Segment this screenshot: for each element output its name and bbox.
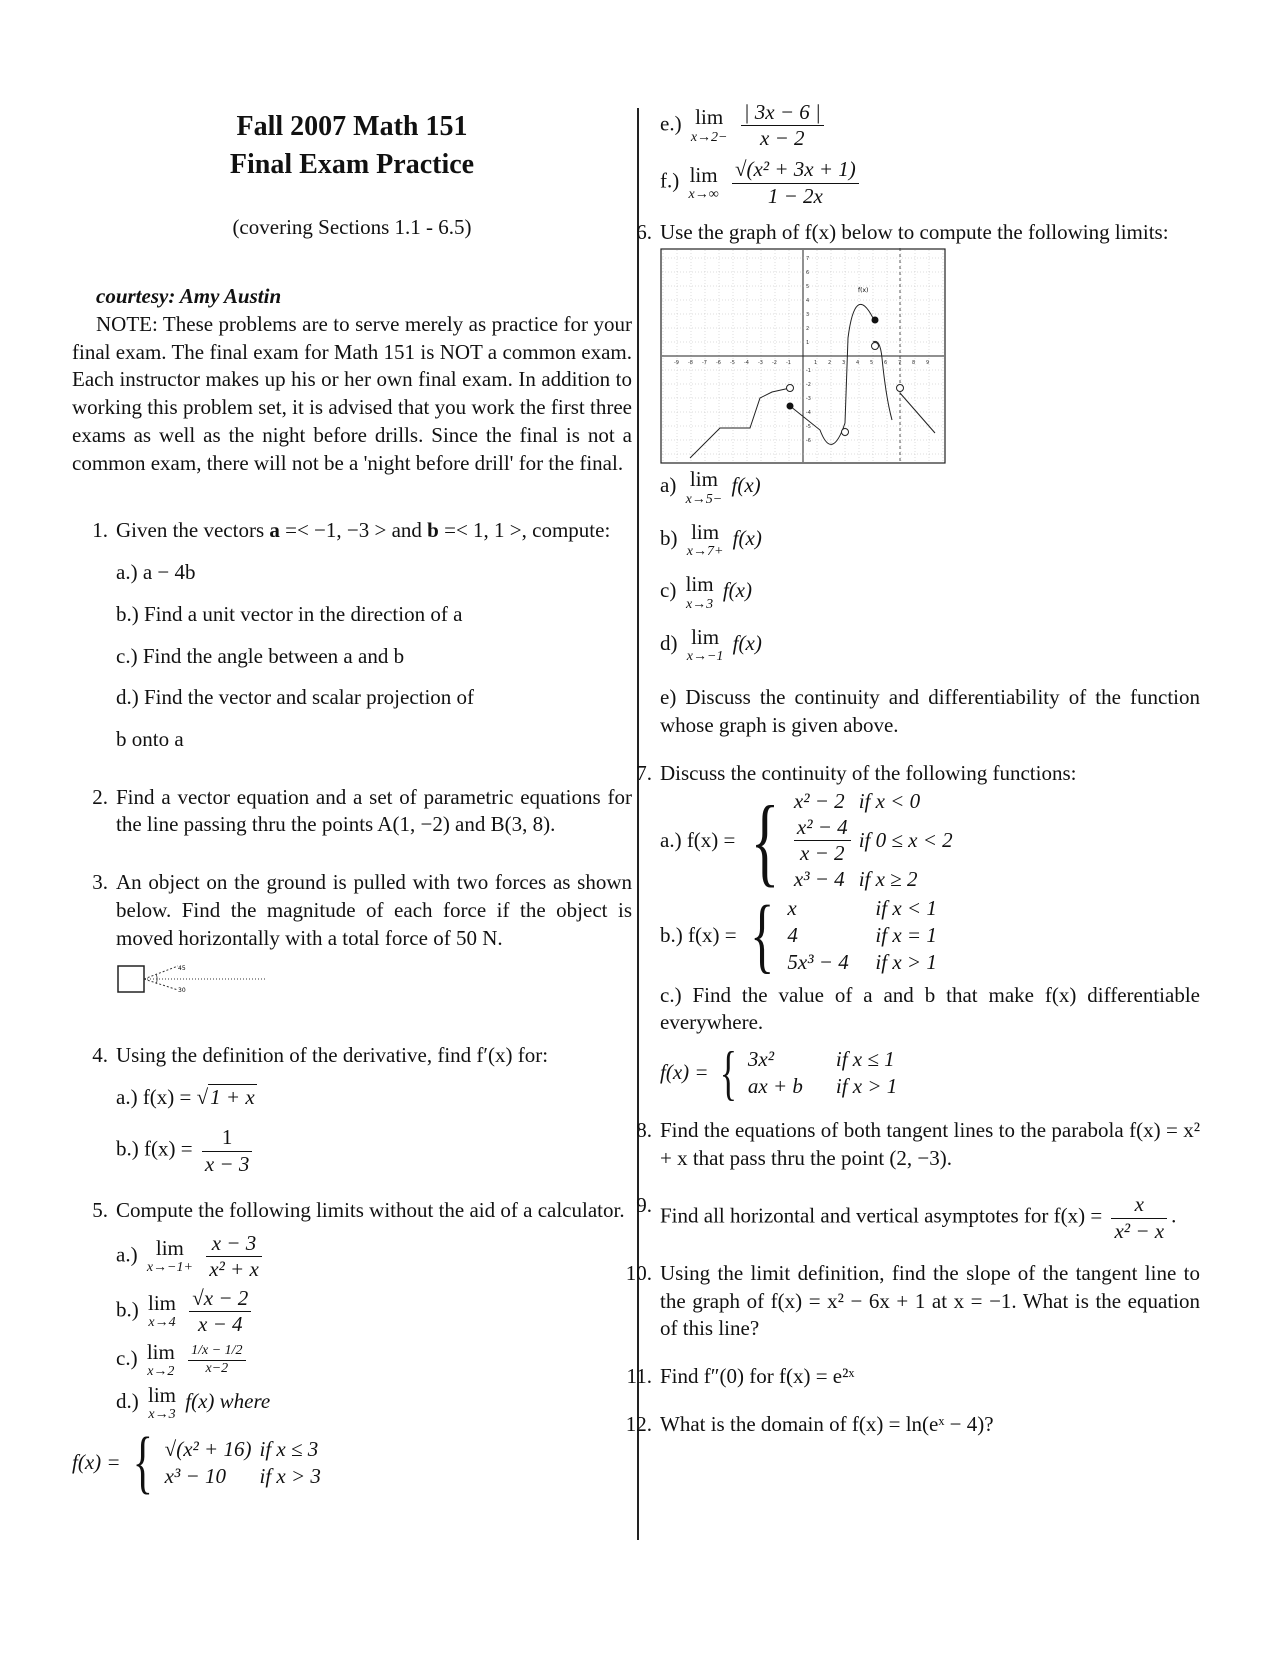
p6-b-label: b) [660,526,678,551]
p5-part-a [116,1231,632,1282]
lim-label: lim [695,105,724,130]
x-tick-label: -6 [716,360,721,367]
case-expr: 3x² [747,1046,774,1071]
p9-text: Find all horizontal and vertical asymptotes for f(x) = [660,1203,1103,1228]
x-tick-label: 7 [898,360,902,367]
x-tick-label: 4 [856,360,860,367]
problem-number: 4. [92,1042,108,1067]
p5-fx-label: f(x) = [72,1450,121,1475]
p6-fx: f(x) [732,630,762,655]
problem-12-statement: What is the domain of f(x) = ln(eˣ − 4)? [660,1411,994,1436]
lim-label: lim [146,1340,175,1365]
curve-segment-4 [900,393,935,433]
open-point [897,385,904,392]
case-cond: if x ≤ 3 [259,1436,319,1461]
p7-part-c: c.) Find the value of a and b that make f(x) differentiable everywhere. [660,982,1200,1035]
case-cond: if x < 1 [875,895,937,920]
problem-10 [616,1260,1200,1343]
brace-icon: { [719,1039,737,1106]
curve-segment-3 [873,342,892,421]
force-1-line [144,966,178,979]
problem-4 [72,1042,632,1177]
problem-11 [616,1363,1200,1391]
case-cond: if x > 3 [259,1464,321,1489]
problem-12 [616,1411,1200,1439]
p5-a-numerator: x − 3 [211,1230,257,1255]
p1-part-a: a.) a − 4b [116,560,196,585]
case-cond: if x < 0 [858,788,921,813]
lim-label: lim [148,1382,177,1407]
p5-c-label: c.) [116,1346,138,1371]
y-tick-label: -1 [806,368,811,375]
p5-f-label: f.) [660,168,680,193]
left-column [72,108,632,1502]
case-expr: 5x³ − 4 [787,950,849,975]
problem-8-statement: Find the equations of both tangent lines to the parabola f(x) = x² + x that pass thru the point (2, −3). [660,1117,1200,1170]
problem-7-statement: Discuss the continuity of the following functions: [660,760,1077,785]
p6-fx: f(x) [731,473,761,498]
force-diagram [116,960,276,1000]
problem-5-statement: Compute the following limits without the aid of a calculator. [116,1197,625,1222]
brace-icon: { [132,1424,153,1502]
p5-b-denominator: x − 4 [189,1311,251,1337]
problem-7 [616,760,1200,1106]
y-tick-label: 5 [806,284,810,291]
p5-d-label: d.) [116,1388,139,1413]
force-2-line [144,979,178,990]
problem-2-statement: Find a vector equation and a set of parametric equations for the line passing thru the points A(1, −2) and B(3, 8). [116,784,632,837]
x-tick-label: -3 [758,360,763,367]
lim-label: lim [685,572,714,597]
p5-c-numerator: 1/x − 1/2 [191,1343,243,1359]
p6-fx: f(x) [722,578,752,603]
object-box [118,966,144,992]
graph-fx-label: f(x) [858,287,869,295]
brace-icon: { [750,784,780,896]
case-cond: if x ≥ 2 [858,867,918,892]
vector-a-value: =< −1, −3 > [285,518,387,543]
y-tick-label: -2 [806,382,811,389]
p7-c-function [660,1039,1200,1106]
y-tick-label: -3 [806,396,811,403]
curve-segment-1 [690,388,790,458]
p1-part-b: b.) Find a unit vector in the direction of a [116,601,463,626]
y-tick-label: -5 [806,424,811,431]
y-tick-label: 4 [806,298,810,305]
lim-sub: x→7+ [686,544,724,560]
open-point [787,385,794,392]
problem-number: 10. [625,1260,652,1285]
p5-part-f [660,157,1200,208]
x-tick-label: -8 [688,360,693,367]
problem-5 [72,1197,632,1502]
case-cond: if x > 1 [835,1073,898,1098]
case-denominator: x − 2 [794,840,851,866]
p5-e-numerator: | 3x − 6 | [743,100,821,124]
brace-icon: { [749,888,775,982]
case-cond: if 0 ≤ x < 2 [858,827,953,852]
x-tick-label: 2 [828,360,832,367]
problem-6 [616,219,1200,740]
p5-part-e [660,100,1200,151]
problem-number: 8. [636,1117,652,1142]
lim-label: lim [689,162,718,187]
problem-1-statement [116,517,632,545]
p1-text-end: compute: [532,518,611,543]
problem-number: 9. [636,1193,652,1218]
p4-a-label: a.) f(x) = [116,1084,192,1109]
p5-part-c [116,1341,632,1379]
lim-sub: x→3 [685,596,714,612]
case-expr: x² − 2 [793,788,845,813]
p5-f-denominator: 1 − 2x [732,183,859,209]
p5-part-b [116,1286,632,1337]
x-tick-label: -9 [674,360,679,367]
p4-part-a: a.) f(x) = √1 + x [116,1084,255,1109]
problem-number: 6. [636,219,652,244]
p6-c-label: c) [660,578,677,603]
closed-point [872,317,879,324]
lim-label: lim [691,519,720,544]
p5-part-d [116,1384,632,1422]
p4-b-denominator: x − 3 [202,1151,253,1177]
lim-sub: x→−1+ [146,1260,193,1276]
p6-a-label: a) [660,473,677,498]
right-column [625,100,1200,1438]
note-paragraph: NOTE: These problems are to serve merely as practice for your final exam. The final exam for Math 151 is NOT a common exam. Each instructor makes up his or her own final exam. In addition to working this problem set, it is advised that you work the first three exams as well as the night before drills. Since the final is not a common exam, there will not be a 'night before drill' for the final. [72,312,632,475]
x-tick-label: 8 [912,360,916,367]
p6-d-label: d) [660,630,678,655]
case-expr: ax + b [747,1073,803,1098]
x-tick-label: -5 [730,360,735,367]
p5-b-label: b.) [116,1297,139,1322]
p7-part-b [660,888,1200,982]
p5-e-denominator: x − 2 [741,125,824,151]
p7-a-label: a.) f(x) = [660,827,736,852]
lim-label: lim [155,1235,184,1260]
case-expr: √(x² + 16) [164,1436,252,1461]
problem-number: 1. [92,518,108,543]
p5-piecewise [72,1424,632,1502]
function-graph [660,248,946,464]
lim-label: lim [691,624,720,649]
x-tick-label: 6 [884,360,888,367]
lim-sub: x→2− [690,129,728,145]
x-tick-label: -2 [772,360,777,367]
p6-part-e: e) Discuss the continuity and differentiability of the function whose graph is given above. [660,685,1200,738]
problem-number: 5. [92,1197,108,1222]
p1-part-d: d.) Find the vector and scalar projection of [116,685,475,710]
angle-2-label: 30 [178,987,186,995]
case-expr: x³ − 10 [164,1464,226,1489]
case-cond: if x = 1 [875,922,937,947]
y-tick-label: 1 [806,340,810,347]
case-cond: if x ≤ 1 [835,1046,895,1071]
open-point [842,429,849,436]
lim-label: lim [689,467,718,492]
p1-part-c: c.) Find the angle between a and b [116,643,405,668]
y-tick-label: -4 [806,410,811,417]
y-tick-label: 3 [806,312,810,319]
problem-number: 7. [636,760,652,785]
lim-sub: x→∞ [688,186,719,202]
lim-sub: x→4 [148,1315,176,1331]
p5-a-denominator: x² + x [206,1256,262,1282]
problem-3-statement: An object on the ground is pulled with two forces as shown below. Find the magnitude of each force if the object is moved horizontally with a total force of 50 N. [116,870,632,950]
x-tick-label: 9 [926,360,930,367]
case-numerator: x² − 4 [796,814,848,839]
title-line-2: Final Exam Practice [229,148,475,180]
problem-6-statement: Use the graph of f(x) below to compute the following limits: [660,219,1169,244]
x-tick-label: -4 [744,360,749,367]
open-point [872,343,879,350]
p6-part-a [660,468,1200,506]
p6-part-b [660,521,1200,559]
p6-fx: f(x) [732,526,762,551]
problem-number: 3. [92,870,108,895]
p5-c-denominator: x−2 [188,1360,245,1378]
p7-part-a [660,784,1200,896]
problem-9 [616,1192,1200,1243]
problem-number: 11. [626,1363,652,1388]
lim-sub: x→5− [685,491,723,507]
p1-text: Given the vectors [116,518,265,543]
vector-b-value: =< 1, 1 >, [444,518,527,543]
x-tick-label: -7 [702,360,707,367]
problem-4-statement: Using the definition of the derivative, find f′(x) for: [116,1042,549,1067]
p6-part-d [660,626,1200,664]
problem-2 [72,784,632,839]
p5-a-label: a.) [116,1242,138,1266]
case-expr: x³ − 4 [793,867,845,892]
p7-c-label: f(x) = [660,1060,709,1085]
angle-1-label: 45 [178,965,186,973]
closed-point [787,403,794,410]
y-tick-label: 2 [806,326,810,333]
courtesy-line: courtesy: Amy Austin [96,284,282,309]
problem-number: 2. [92,784,108,809]
problem-9-statement: Find all horizontal and vertical asymptotes for f(x) = $\frac{x}{\text{x² − x}}$ . [660,1192,1177,1243]
curve-segment-2 [790,305,873,445]
x-tick-label: 3 [842,360,846,367]
subtitle: (covering Sections 1.1 - 6.5) [232,214,472,239]
vector-b: b [427,518,439,543]
lim-sub: x→2 [147,1364,175,1380]
p9-denominator: x² − x [1111,1218,1167,1244]
problem-8 [616,1117,1200,1172]
case-cond: if x > 1 [875,950,937,975]
p4-a-radicand: 1 + x [210,1084,255,1109]
problem-1 [72,517,632,753]
p4-b-numerator: 1 [221,1125,233,1150]
p5-b-numerator: √x − 2 [192,1285,249,1310]
p5-d-text: f(x) where [185,1388,271,1413]
p4-part-b [116,1125,632,1176]
x-tick-label: -1 [786,360,791,367]
problem-10-statement: Using the limit definition, find the slope of the tangent line to the graph of f(x) = x² − 6x + 1 at x = −1. What is the equation of this line? [660,1260,1200,1341]
p1-part-d-2: b onto a [116,726,184,751]
vector-a: a [269,518,280,543]
p7-b-label: b.) f(x) = [660,922,737,947]
lim-sub: x→−1 [686,649,724,665]
case-expr: 4 [787,922,798,947]
p1-and: and [391,518,422,543]
title-line-1: Fall 2007 Math 151 [236,111,468,142]
lim-sub: x→3 [148,1406,176,1422]
y-tick-label: -6 [806,438,811,445]
problem-number: 12. [625,1411,652,1436]
p6-part-c [660,573,1200,611]
lim-label: lim [148,1291,177,1316]
x-tick-label: 5 [870,360,874,367]
problem-11-statement: Find f″(0) for f(x) = e²ˣ [660,1363,855,1388]
case-expr: x [787,895,797,920]
x-tick-label: 1 [814,360,818,367]
p5-e-label: e.) [660,111,682,136]
graph-grid [662,250,944,462]
problem-3 [72,869,632,1008]
y-tick-label: 6 [806,270,810,277]
p4-b-label: b.) f(x) = [116,1136,193,1161]
page-title [72,108,632,184]
y-tick-label: 7 [806,256,810,263]
p5-f-numerator: √(x² + 3x + 1) [734,157,856,182]
p9-numerator: x [1134,1192,1144,1217]
